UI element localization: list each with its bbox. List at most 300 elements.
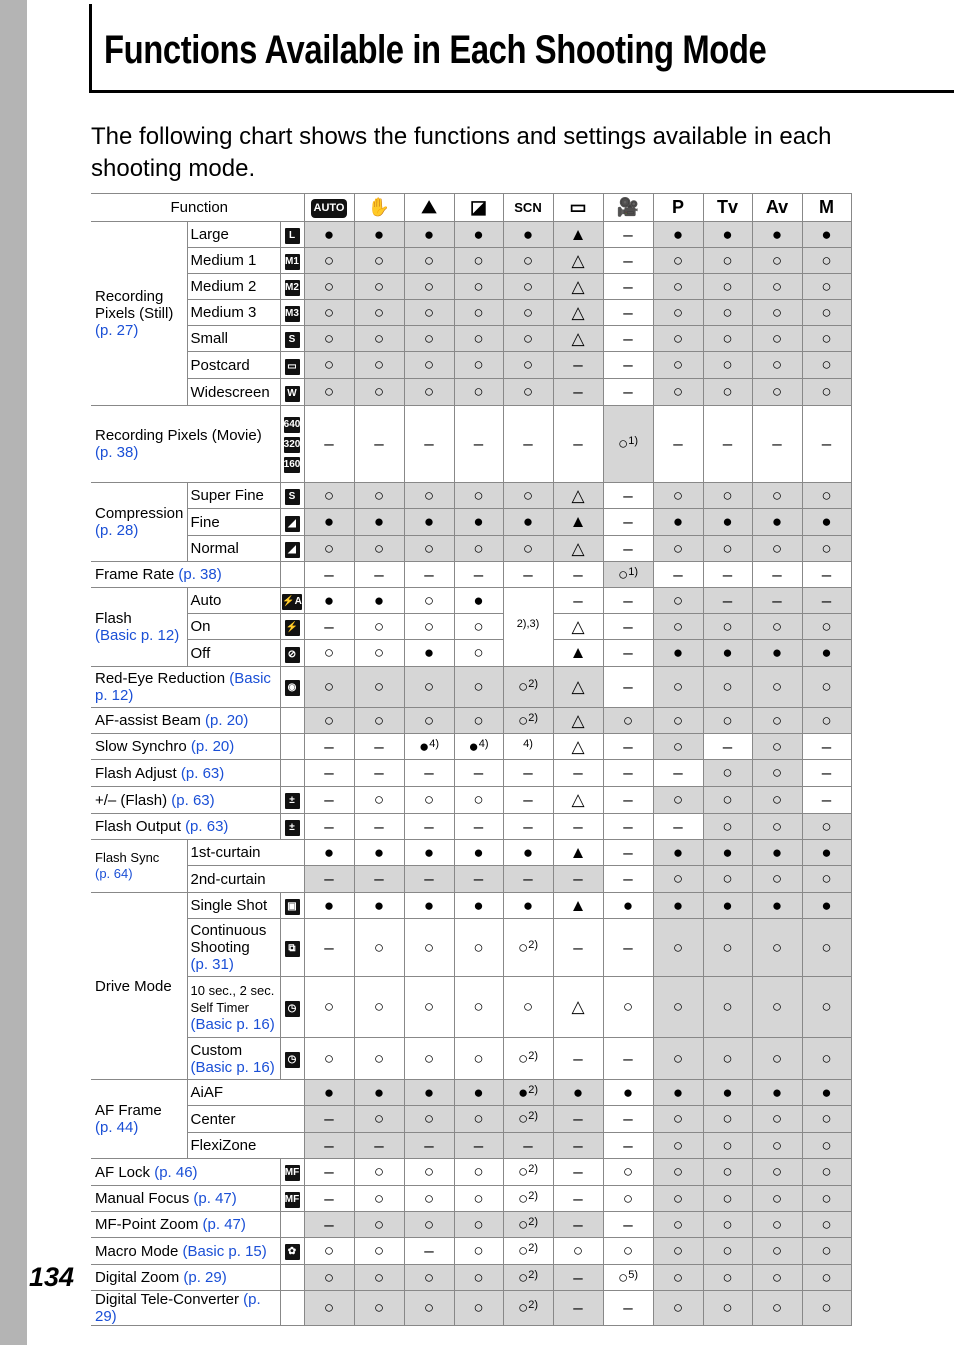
cell-value	[523, 252, 533, 269]
cell-symbol: ○	[423, 1162, 435, 1181]
setting-name: Large	[190, 226, 229, 243]
mode-cell-6	[553, 536, 603, 562]
mode-cell-8	[653, 1133, 703, 1159]
mode-cell-5	[503, 562, 553, 588]
table-row	[91, 483, 851, 509]
cell-symbol: ○	[672, 328, 684, 348]
setting-name: Small	[190, 330, 229, 347]
group-name: Recording Pixels (Still)	[95, 288, 174, 322]
cell-symbol: ○	[373, 302, 385, 322]
cell-value	[473, 1163, 483, 1180]
cell-value	[623, 252, 632, 269]
mode-cell-7	[603, 614, 653, 640]
group-label	[91, 893, 187, 1080]
auto-mode-icon: AUTO	[311, 199, 348, 218]
cell-symbol: ○	[517, 1241, 529, 1260]
mode-cell-3	[404, 483, 454, 509]
table-row	[91, 760, 851, 787]
cell-symbol: ○	[423, 485, 435, 505]
cell-value	[424, 712, 434, 729]
mode-cell-3	[404, 509, 454, 536]
mode-cell-10	[752, 977, 802, 1038]
aperture-priority-icon: Av	[765, 196, 789, 217]
cell-symbol: –	[324, 790, 334, 809]
cell-value	[523, 383, 533, 400]
cell-symbol: –	[523, 790, 533, 809]
cell-value	[523, 998, 533, 1015]
mode-cell-7	[603, 588, 653, 614]
mode-cell-4	[454, 588, 503, 614]
mode-cell-5	[503, 588, 553, 667]
cell-symbol: ○	[771, 937, 783, 957]
cell-symbol: ○	[771, 276, 783, 296]
table-row	[91, 379, 851, 406]
mode-cell-2	[354, 562, 404, 588]
group-name: Compression	[95, 505, 184, 522]
mode-cell-6	[553, 760, 603, 787]
cell-value	[722, 1137, 732, 1154]
setting-icon-cell	[280, 248, 304, 274]
mode-cell-1	[304, 379, 354, 406]
cell-symbol: ○	[722, 710, 733, 730]
cell-symbol: ○	[672, 302, 684, 322]
cell-symbol: ●	[522, 224, 534, 244]
cell-value	[473, 791, 483, 808]
mode-cell-7	[603, 787, 653, 814]
mode-cell-6	[553, 1038, 603, 1080]
cell-symbol: ●	[722, 842, 733, 862]
table-row	[91, 588, 851, 614]
cell-value	[623, 1242, 633, 1259]
cell-value	[673, 1216, 683, 1233]
cell-value	[772, 513, 782, 530]
setting-name: Postcard	[190, 356, 250, 374]
cell-value	[772, 278, 782, 295]
cell-symbol: –	[573, 434, 583, 453]
mode-cell-2	[354, 814, 404, 840]
function-icon: ±	[285, 820, 300, 836]
cell-value	[518, 1242, 538, 1259]
setting-name: Medium 3	[190, 304, 257, 321]
mode-cell-8	[653, 640, 703, 667]
cell-value	[772, 356, 782, 373]
cell-symbol: –	[772, 564, 782, 584]
mode-cell-8	[653, 326, 703, 352]
mode-cell-7	[603, 814, 653, 840]
mode-cell-11	[802, 1238, 851, 1265]
cell-symbol: ●	[423, 224, 435, 244]
cell-symbol: ○	[473, 643, 484, 662]
cell-value	[424, 1190, 434, 1207]
cell-symbol: ●	[622, 1082, 634, 1102]
cell-symbol: ○	[821, 1109, 832, 1128]
mode-cell-4	[454, 352, 503, 379]
setting-label	[187, 222, 280, 248]
cell-symbol: ○	[672, 1109, 684, 1128]
cell-symbol: ●	[771, 842, 783, 862]
cell-symbol: ○	[373, 250, 385, 270]
cell-symbol: ○	[522, 382, 534, 401]
setting-label	[187, 300, 280, 326]
cell-symbol: ○	[423, 1267, 435, 1287]
setting-icon-cell	[280, 893, 304, 919]
cell-value	[623, 1190, 633, 1207]
mode-cell-3	[404, 1159, 454, 1186]
cell-symbol: –	[623, 328, 633, 348]
cell-value	[523, 513, 533, 530]
cell-symbol: –	[623, 1135, 633, 1155]
mode-cell-8	[653, 787, 703, 814]
mode-cell-6	[553, 1106, 603, 1133]
cell-symbol: –	[523, 564, 533, 584]
mode-cell-6	[553, 1291, 603, 1326]
mode-cell-2	[354, 406, 404, 483]
row-icon-cell	[280, 1291, 304, 1326]
cell-value	[723, 435, 732, 452]
mode-cell-10	[752, 734, 802, 760]
cell-value	[673, 540, 683, 557]
cell-symbol: ○	[373, 382, 385, 401]
cell-symbol: ○	[771, 1162, 783, 1181]
cell-symbol: ▲	[569, 842, 587, 862]
cell-symbol: ○	[821, 677, 832, 696]
cell-value	[424, 330, 434, 347]
mode-cell-5	[503, 300, 553, 326]
cell-symbol: ●	[522, 512, 534, 531]
cell-symbol: ○	[473, 276, 484, 296]
cell-value	[623, 738, 632, 755]
cell-symbol: ●	[672, 895, 684, 915]
cell-symbol: ○	[473, 302, 484, 322]
setting-label	[187, 509, 280, 536]
cell-symbol: ○	[323, 677, 335, 696]
cell-value	[772, 540, 782, 557]
mode-cell-10	[752, 248, 802, 274]
cell-symbol: ○	[771, 790, 783, 809]
table-row	[91, 1291, 851, 1326]
setting-icon-cell	[280, 509, 304, 536]
table-row	[91, 1212, 851, 1238]
header-mode-1	[304, 194, 354, 222]
mode-cell-10	[752, 536, 802, 562]
function-name: Recording Pixels (Movie)	[95, 427, 262, 444]
cell-symbol: ○	[423, 590, 435, 610]
cell-value	[571, 487, 584, 504]
cell-symbol: ○	[821, 997, 832, 1016]
cell-value	[374, 1163, 384, 1180]
mode-cell-9	[703, 1212, 752, 1238]
cell-value	[623, 540, 632, 557]
cell-value	[673, 566, 682, 583]
cell-value	[673, 998, 683, 1015]
cell-symbol: ●	[672, 643, 684, 662]
page-reference: (p. 29)	[95, 1291, 261, 1325]
cell-symbol: ○	[821, 616, 832, 636]
cell-value	[722, 330, 732, 347]
mode-cell-2	[354, 977, 404, 1038]
mode-cell-8	[653, 1080, 703, 1106]
mode-cell-2	[354, 708, 404, 734]
mode-cell-6	[553, 667, 603, 708]
landscape-mode-icon: ⛰	[421, 196, 437, 217]
page-reference: (p. 38)	[178, 566, 222, 583]
mode-cell-6	[553, 483, 603, 509]
header-mode-4	[454, 194, 503, 222]
mode-cell-5	[503, 406, 553, 483]
cell-symbol: ○	[423, 1109, 435, 1128]
cell-value	[571, 304, 584, 321]
mode-cell-1	[304, 483, 354, 509]
page-reference: (Basic p. 15)	[182, 1242, 267, 1260]
setting-label	[187, 274, 280, 300]
cell-value	[673, 304, 683, 321]
cell-value	[821, 330, 831, 347]
cell-symbol: ○	[423, 302, 435, 322]
cell-symbol: –	[473, 564, 484, 584]
cell-symbol: ●	[821, 512, 832, 531]
cell-value	[523, 487, 533, 504]
cell-symbol: ○	[323, 997, 335, 1016]
mode-cell-7	[603, 667, 653, 708]
mode-cell-4	[454, 1186, 503, 1212]
cell-symbol: ○	[373, 538, 385, 558]
mode-cell-5	[503, 483, 553, 509]
cell-value	[772, 678, 782, 695]
mode-cell-8	[653, 1186, 703, 1212]
cell-value	[623, 1216, 632, 1233]
cell-value	[523, 818, 532, 835]
setting-name: FlexiZone	[190, 1137, 257, 1154]
cell-symbol: ○	[323, 328, 335, 348]
footnote-mark: 2)	[528, 1049, 539, 1062]
cell-symbol: ○	[672, 250, 684, 270]
cell-value	[517, 618, 540, 635]
cell-value	[374, 566, 383, 583]
setting-icon: M2	[285, 280, 300, 296]
mode-cell-7	[603, 562, 653, 588]
cell-value	[822, 592, 831, 609]
mode-cell-11	[802, 406, 851, 483]
row-label	[91, 814, 280, 840]
mode-cell-1	[304, 614, 354, 640]
cell-symbol: △	[571, 250, 585, 270]
mode-cell-1	[304, 300, 354, 326]
page-edge-tab	[0, 0, 27, 1345]
cell-symbol: –	[573, 355, 583, 374]
cell-value	[473, 939, 483, 956]
setting-icon-cell	[280, 352, 304, 379]
table-row	[91, 1186, 851, 1212]
cell-value	[324, 644, 334, 661]
title-rule-vertical	[89, 4, 92, 93]
cell-value	[722, 870, 732, 887]
cell-value	[424, 678, 434, 695]
cell-symbol: △	[571, 677, 585, 696]
cell-symbol: ○	[323, 382, 335, 401]
mode-cell-10	[752, 893, 802, 919]
cell-value	[424, 592, 434, 609]
cell-value	[722, 1299, 732, 1316]
mode-cell-1	[304, 640, 354, 667]
cell-value	[474, 764, 483, 781]
mode-cell-6	[553, 406, 603, 483]
cell-symbol: ○	[373, 1214, 385, 1234]
mode-cell-5	[503, 840, 553, 866]
setting-icon: ◢	[285, 516, 300, 532]
cell-value	[324, 1137, 333, 1154]
mode-cell-2	[354, 866, 404, 893]
cell-value	[722, 1269, 732, 1286]
cell-value	[374, 998, 384, 1015]
shutter-priority-icon: Tv	[716, 196, 738, 217]
cell-symbol: –	[324, 736, 334, 756]
mode-cell-9	[703, 814, 752, 840]
table-row	[91, 300, 851, 326]
mode-cell-1	[304, 509, 354, 536]
cell-value	[772, 998, 782, 1015]
cell-symbol: ●	[423, 512, 435, 531]
cell-symbol: –	[424, 434, 434, 453]
mode-cell-6	[553, 300, 603, 326]
cell-value	[722, 644, 732, 661]
cell-value	[623, 1050, 632, 1067]
cell-value	[673, 791, 683, 808]
cell-value	[673, 592, 683, 609]
cell-symbol: –	[623, 276, 633, 296]
cell-value	[673, 1190, 683, 1207]
mode-cell-11	[802, 536, 851, 562]
cell-value	[523, 435, 532, 452]
cell-symbol: ○	[517, 1162, 529, 1181]
table-row	[91, 1133, 851, 1159]
mode-cell-11	[802, 866, 851, 893]
cell-symbol: ○	[373, 355, 385, 374]
mode-cell-10	[752, 1159, 802, 1186]
setting-label	[187, 1038, 280, 1080]
cell-symbol: ○	[473, 1109, 484, 1128]
mode-cell-5	[503, 1186, 553, 1212]
mode-cell-11	[802, 1080, 851, 1106]
cell-symbol: –	[523, 816, 533, 836]
setting-icon: S	[285, 332, 300, 348]
cell-value	[324, 383, 334, 400]
cell-symbol: –	[573, 1298, 583, 1317]
cell-value	[573, 1269, 582, 1286]
mode-cell-9	[703, 326, 752, 352]
cell-value	[772, 592, 781, 609]
cell-value	[722, 1190, 732, 1207]
cell-symbol: ●	[323, 1082, 335, 1102]
cell-symbol: –	[324, 1162, 334, 1181]
cell-symbol: ●	[821, 895, 832, 915]
cell-value	[473, 383, 483, 400]
cell-symbol: ○	[572, 1241, 584, 1260]
cell-symbol: –	[473, 869, 484, 888]
cell-value	[570, 226, 587, 243]
cell-value	[573, 592, 582, 609]
cell-symbol: ○	[517, 1109, 529, 1128]
cell-symbol: ○	[771, 485, 783, 505]
cell-value	[324, 330, 334, 347]
cell-symbol: ●	[473, 512, 484, 531]
cell-value	[324, 1050, 334, 1067]
cell-value	[772, 764, 782, 781]
cell-value	[523, 791, 532, 808]
mode-cell-2	[354, 274, 404, 300]
mode-cell-4	[454, 708, 503, 734]
cell-value	[573, 383, 582, 400]
mode-cell-2	[354, 1212, 404, 1238]
cell-value	[822, 738, 831, 755]
cell-value	[571, 330, 584, 347]
mode-cell-1	[304, 866, 354, 893]
cell-symbol: ○	[821, 1188, 832, 1208]
mode-cell-1	[304, 1080, 354, 1106]
cell-symbol: –	[573, 937, 583, 957]
cell-value	[772, 226, 782, 243]
cell-value	[473, 540, 483, 557]
cell-value	[473, 330, 483, 347]
mode-cell-7	[603, 483, 653, 509]
cell-value	[821, 1299, 831, 1316]
cell-value	[722, 897, 732, 914]
cell-value	[673, 252, 683, 269]
mode-cell-1	[304, 893, 354, 919]
cell-symbol: ○	[722, 937, 733, 957]
cell-value	[374, 356, 384, 373]
cell-value	[419, 738, 439, 755]
cell-symbol: –	[523, 763, 533, 782]
table-row	[91, 734, 851, 760]
cell-symbol: –	[623, 643, 633, 662]
cell-symbol: ●	[373, 512, 385, 531]
cell-symbol: ○	[323, 643, 335, 662]
cell-symbol: ○	[522, 997, 534, 1016]
mode-cell-5	[503, 734, 553, 760]
mode-cell-6	[553, 248, 603, 274]
function-name: Red-Eye Reduction	[95, 670, 226, 687]
cell-symbol: ○	[323, 485, 335, 505]
cell-symbol: –	[523, 869, 533, 888]
cell-value	[474, 566, 483, 583]
cell-symbol: ○	[617, 1267, 629, 1287]
cell-symbol: ○	[771, 1188, 783, 1208]
cell-symbol: ●	[473, 590, 484, 610]
setting-icon: ⧉	[285, 941, 300, 957]
cell-symbol: –	[673, 434, 683, 453]
cell-value	[374, 304, 384, 321]
mode-cell-9	[703, 1186, 752, 1212]
mode-cell-1	[304, 667, 354, 708]
cell-symbol: ●	[771, 224, 783, 244]
mode-cell-3	[404, 588, 454, 614]
cell-symbol: ○	[522, 538, 534, 558]
page-reference: (p. 64)	[95, 866, 133, 881]
cell-value	[623, 513, 632, 530]
cell-symbol: –	[324, 1135, 334, 1155]
cell-value	[573, 356, 582, 373]
cell-value	[573, 1084, 583, 1101]
cell-value	[573, 1216, 582, 1233]
cell-symbol: ○	[821, 1298, 832, 1317]
cell-symbol: ○	[423, 616, 435, 636]
cell-value	[424, 1299, 434, 1316]
mode-cell-11	[802, 977, 851, 1038]
cell-value	[821, 540, 831, 557]
cell-value	[573, 939, 582, 956]
cell-symbol: ●	[373, 1082, 385, 1102]
mode-cell-11	[802, 1212, 851, 1238]
